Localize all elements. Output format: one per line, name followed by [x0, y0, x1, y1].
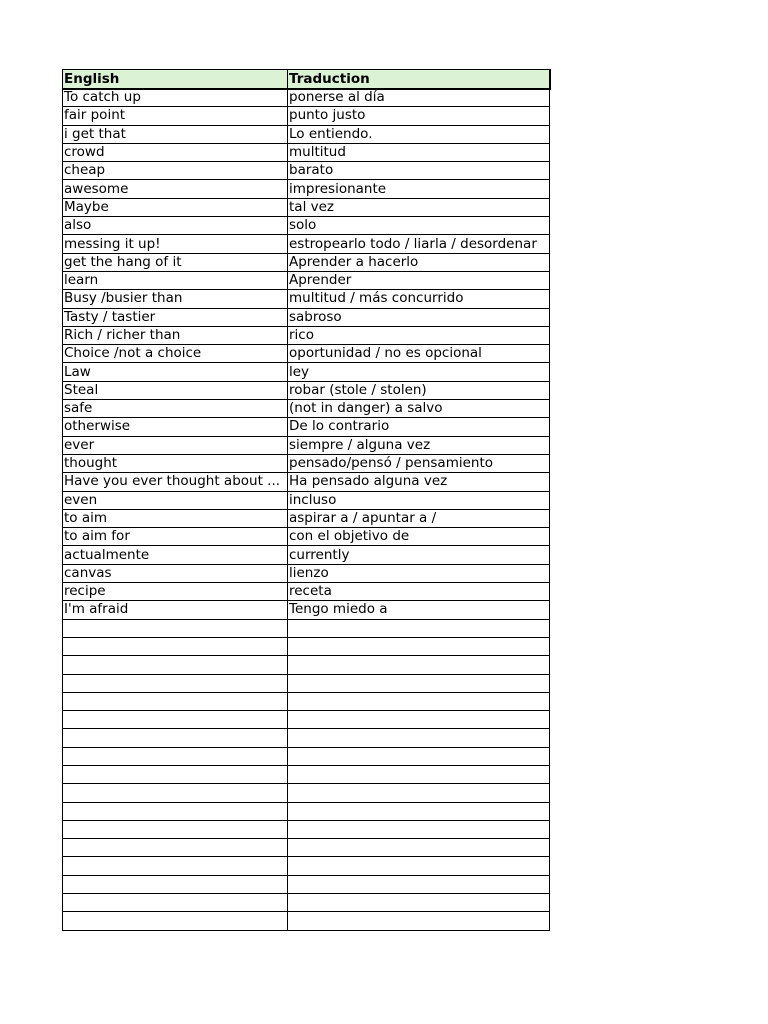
empty-cell-translation[interactable] — [288, 765, 550, 783]
empty-cell-english[interactable] — [63, 692, 288, 710]
table-row — [63, 235, 550, 253]
empty-cell-english[interactable] — [63, 656, 288, 674]
cell-english[interactable]: Steal — [63, 381, 288, 399]
cell-translation[interactable]: barato — [288, 162, 550, 180]
cell-english[interactable]: Busy /busier than — [63, 290, 288, 308]
cell-translation[interactable]: Aprender — [288, 271, 550, 289]
table-row — [63, 564, 550, 582]
cell-translation[interactable]: multitud / más concurrido — [288, 290, 550, 308]
cell-english[interactable]: Choice /not a choice — [63, 345, 288, 363]
empty-row — [63, 674, 550, 692]
empty-row — [63, 747, 550, 765]
table-row — [63, 583, 550, 601]
cell-translation[interactable]: receta — [288, 583, 550, 601]
table-row — [63, 454, 550, 472]
cell-translation[interactable]: Aprender a hacerlo — [288, 253, 550, 271]
empty-cell-english[interactable] — [63, 784, 288, 802]
empty-row — [63, 619, 550, 637]
table-row — [63, 290, 550, 308]
empty-cell-translation[interactable] — [288, 894, 550, 912]
empty-row — [63, 839, 550, 857]
empty-cell-translation[interactable] — [288, 729, 550, 747]
cell-english[interactable]: cheap — [63, 162, 288, 180]
empty-cell-translation[interactable] — [288, 637, 550, 655]
empty-cell-translation[interactable] — [288, 857, 550, 875]
table-row — [63, 436, 550, 454]
empty-row — [63, 729, 550, 747]
empty-cell-english[interactable] — [63, 747, 288, 765]
cell-english[interactable]: also — [63, 217, 288, 235]
empty-cell-english[interactable] — [63, 839, 288, 857]
header-translation[interactable]: Traduction — [288, 70, 550, 89]
cell-translation[interactable]: siempre / alguna vez — [288, 436, 550, 454]
cell-english[interactable]: Have you ever thought about ... — [63, 473, 288, 491]
empty-cell-translation[interactable] — [288, 711, 550, 729]
cell-english[interactable]: Tasty / tastier — [63, 308, 288, 326]
cell-translation[interactable]: (not in danger) a salvo — [288, 400, 550, 418]
empty-cell-english[interactable] — [63, 711, 288, 729]
cell-translation[interactable]: oportunidad / no es opcional — [288, 345, 550, 363]
empty-cell-translation[interactable] — [288, 839, 550, 857]
empty-row — [63, 784, 550, 802]
cell-english[interactable]: Law — [63, 363, 288, 381]
empty-cell-english[interactable] — [63, 820, 288, 838]
header-english[interactable]: English — [63, 70, 288, 89]
table-row — [63, 326, 550, 344]
empty-row — [63, 656, 550, 674]
table-row — [63, 162, 550, 180]
cell-english[interactable]: To catch up — [63, 89, 288, 107]
table-row — [63, 143, 550, 161]
empty-row — [63, 637, 550, 655]
cell-translation[interactable]: De lo contrario — [288, 418, 550, 436]
cell-english[interactable]: to aim — [63, 509, 288, 527]
empty-cell-english[interactable] — [63, 894, 288, 912]
empty-cell-english[interactable] — [63, 802, 288, 820]
cell-english[interactable]: thought — [63, 454, 288, 472]
empty-row — [63, 894, 550, 912]
empty-cell-translation[interactable] — [288, 802, 550, 820]
table-row — [63, 345, 550, 363]
table-row — [63, 217, 550, 235]
cell-translation[interactable]: aspirar a / apuntar a / — [288, 509, 550, 527]
empty-cell-translation[interactable] — [288, 747, 550, 765]
cell-translation[interactable]: punto justo — [288, 107, 550, 125]
table-row — [63, 381, 550, 399]
cell-english[interactable]: i get that — [63, 125, 288, 143]
empty-row — [63, 857, 550, 875]
cell-english[interactable]: messing it up! — [63, 235, 288, 253]
table-row — [63, 509, 550, 527]
empty-cell-english[interactable] — [63, 674, 288, 692]
empty-row — [63, 765, 550, 783]
cell-english[interactable]: get the hang of it — [63, 253, 288, 271]
cell-translation[interactable]: currently — [288, 546, 550, 564]
cell-translation[interactable]: pensado/pensó / pensamiento — [288, 454, 550, 472]
empty-cell-english[interactable] — [63, 765, 288, 783]
empty-cell-translation[interactable] — [288, 692, 550, 710]
cell-translation[interactable]: estropearlo todo / liarla / desordenar — [288, 235, 550, 253]
cell-english[interactable]: Maybe — [63, 198, 288, 216]
cell-translation[interactable]: Lo entiendo. — [288, 125, 550, 143]
table-row — [63, 180, 550, 198]
empty-cell-translation[interactable] — [288, 875, 550, 893]
empty-cell-english[interactable] — [63, 619, 288, 637]
cell-translation[interactable]: ponerse al día — [288, 89, 550, 107]
cell-english[interactable]: ever — [63, 436, 288, 454]
empty-cell-translation[interactable] — [288, 656, 550, 674]
empty-cell-translation[interactable] — [288, 784, 550, 802]
table-row — [63, 473, 550, 491]
table-row — [63, 89, 550, 107]
table-row — [63, 253, 550, 271]
empty-row — [63, 875, 550, 893]
table-row — [63, 271, 550, 289]
cell-translation[interactable]: impresionante — [288, 180, 550, 198]
table-row — [63, 125, 550, 143]
empty-cell-translation[interactable] — [288, 674, 550, 692]
cell-english[interactable]: actualmente — [63, 546, 288, 564]
cell-translation[interactable]: lienzo — [288, 564, 550, 582]
cell-translation[interactable]: multitud — [288, 143, 550, 161]
cell-english[interactable]: I'm afraid — [63, 601, 288, 619]
cell-english[interactable]: Rich / richer than — [63, 326, 288, 344]
cell-translation[interactable]: Tengo miedo a — [288, 601, 550, 619]
empty-cell-translation[interactable] — [288, 820, 550, 838]
cell-translation[interactable]: sabroso — [288, 308, 550, 326]
cell-english[interactable]: fair point — [63, 107, 288, 125]
table-row — [63, 491, 550, 509]
empty-row — [63, 802, 550, 820]
cell-translation[interactable]: incluso — [288, 491, 550, 509]
empty-row — [63, 692, 550, 710]
cell-english[interactable]: canvas — [63, 564, 288, 582]
empty-row — [63, 912, 550, 930]
empty-cell-translation[interactable] — [288, 619, 550, 637]
empty-cell-english[interactable] — [63, 912, 288, 930]
empty-row — [63, 820, 550, 838]
cell-english[interactable]: otherwise — [63, 418, 288, 436]
cell-english[interactable]: awesome — [63, 180, 288, 198]
cell-english[interactable]: safe — [63, 400, 288, 418]
vocabulary-table — [62, 69, 550, 931]
cell-english[interactable]: recipe — [63, 583, 288, 601]
table-row — [63, 198, 550, 216]
cell-english[interactable]: even — [63, 491, 288, 509]
header-row — [63, 70, 550, 89]
empty-row — [63, 711, 550, 729]
empty-cell-english[interactable] — [63, 875, 288, 893]
table-row — [63, 107, 550, 125]
table-row — [63, 528, 550, 546]
cell-english[interactable]: crowd — [63, 143, 288, 161]
table-body — [63, 89, 550, 931]
cell-translation[interactable]: robar (stole / stolen) — [288, 381, 550, 399]
cell-translation[interactable]: tal vez — [288, 198, 550, 216]
table-row — [63, 308, 550, 326]
table-row — [63, 418, 550, 436]
cell-translation[interactable]: rico — [288, 326, 550, 344]
cell-translation[interactable]: con el objetivo de — [288, 528, 550, 546]
empty-cell-english[interactable] — [63, 857, 288, 875]
table-row — [63, 400, 550, 418]
cell-english[interactable]: learn — [63, 271, 288, 289]
table-row — [63, 601, 550, 619]
table-row — [63, 363, 550, 381]
cell-translation[interactable]: ley — [288, 363, 550, 381]
table-row — [63, 546, 550, 564]
cell-translation[interactable]: Ha pensado alguna vez — [288, 473, 550, 491]
empty-cell-translation[interactable] — [288, 912, 550, 930]
empty-cell-english[interactable] — [63, 729, 288, 747]
empty-cell-english[interactable] — [63, 637, 288, 655]
table-header — [63, 70, 550, 89]
cell-translation[interactable]: solo — [288, 217, 550, 235]
cell-english[interactable]: to aim for — [63, 528, 288, 546]
